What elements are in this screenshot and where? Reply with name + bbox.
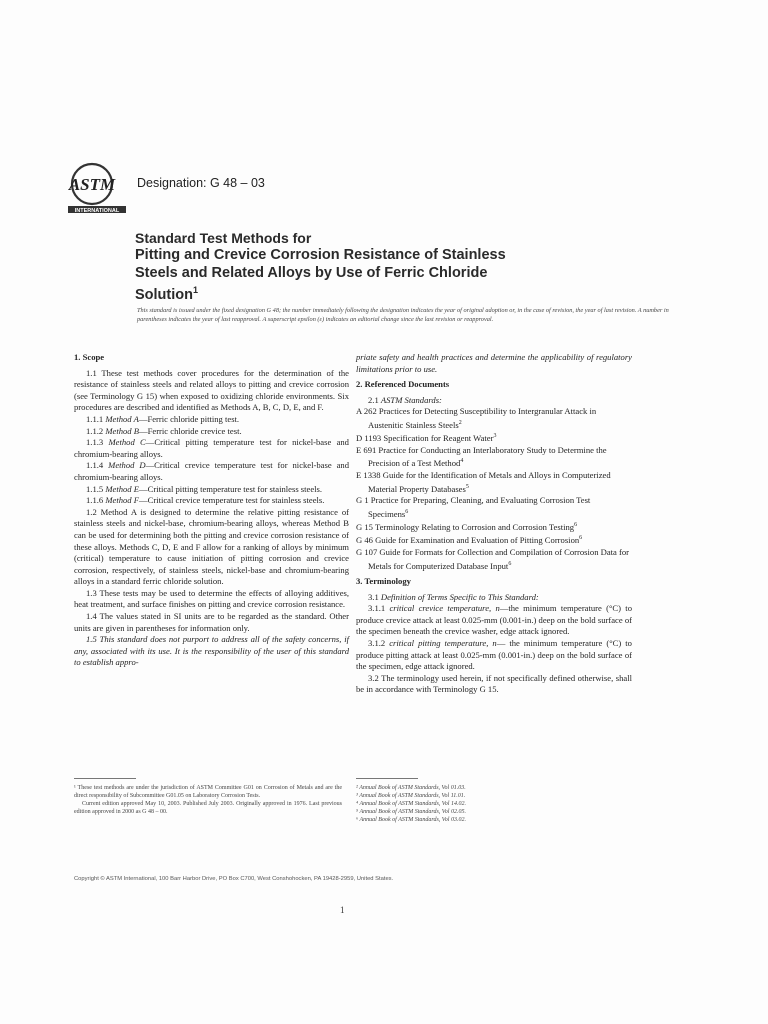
left-column	[74, 352, 349, 669]
method-d: 1.1.4 Method D—Critical crevice temperature test for nickel-base and chromium-bearing alloys.	[74, 460, 350, 482]
footnote-rule-right	[356, 778, 418, 779]
reference-item: G 107 Guide for Formats for Collection and Compilation of Corrosion Data for Metals for Computerized Database Input$^6$	[356, 546, 630, 571]
reference-item: G 1 Practice for Preparing, Cleaning, and Evaluating Corrosion Test Specimens$^6$	[356, 494, 591, 519]
safety-continuation: priate safety and health practices and determine the applicability of regulatory limitations prior to use.	[356, 352, 632, 374]
footnote-item: ⁴ Annual Book of ASTM Standards, Vol 14.02.	[356, 801, 466, 807]
footnote-edition: Current edition approved May 10, 2003. Published July 2003. Originally approved in 1976. Last previous edition approved in 2000 as G 48 – 00.	[74, 801, 342, 815]
footnote-1: ¹ These test methods are under the jurisdiction of ASTM Committee G01 on Corrosion of Metals and are the direct responsibility of Subcommittee G01.05 on Laboratory Corrosion Tests.	[74, 785, 342, 799]
reference-list	[356, 406, 632, 572]
title-line-4: Solution$^1$	[135, 285, 199, 303]
terminology-3-2: 3.2 The terminology used herein, if not specifically defined otherwise, shall be in accordance with Terminology G 15.	[356, 672, 632, 695]
method-c: 1.1.3 Method C—Critical pitting temperature test for nickel-base and chromium-bearing alloys.	[74, 437, 349, 459]
para-1-3: 1.3 These tests may be used to determine the effects of alloying additives, heat treatment, and surface finishes on pitting and crevice corrosion resistance.	[74, 587, 349, 610]
reference-item: G 15 Terminology Relating to Corrosion and Corrosion Testing$^6$	[356, 521, 578, 532]
para-1-5: 1.5 This standard does not purport to address all of the safety concerns, if any, associated with its use. It is the responsibility of the user of this standard to establish appro-	[74, 634, 349, 668]
reference-item: E 1338 Guide for the Identification of Metals and Alloys in Computerized Material Property Databases$^5$	[356, 469, 611, 494]
document-title	[135, 230, 555, 304]
reference-item: D 1193 Specification for Reagent Water$^3$	[356, 433, 497, 444]
page-number: 1	[340, 905, 345, 915]
footnote-rule-left	[74, 778, 136, 779]
footnote-item: ² Annual Book of ASTM Standards, Vol 01.03.	[356, 785, 466, 791]
para-1-4: 1.4 The values stated in SI units are to be regarded as the standard. Other units are given in parentheses for information only.	[74, 611, 349, 633]
footnote-item: ⁵ Annual Book of ASTM Standards, Vol 02.05.	[356, 809, 466, 815]
title-line-1: Standard Test Methods for	[135, 230, 312, 246]
reference-item: G 46 Guide for Examination and Evaluation of Pitting Corrosion$^6$	[356, 535, 583, 546]
terminology-heading: 3. Terminology	[356, 575, 411, 586]
footnotes-left	[74, 784, 342, 816]
para-1-1: 1.1 These test methods cover procedures for the determination of the resistance of stainless steels and related alloys to pitting and crevice corrosion (see Terminology G 15) when exposed to oxidizing chloride environments. Six procedures are described and identified as Methods A, B, C, D, E, and F.	[74, 367, 349, 413]
designation-notice: This standard is issued under the fixed designation G 48; the number immediately following the designation indicates the year of original adoption or, in the case of revision, the year of last revision. A number in parentheses indicates the year of last reapproval. A superscript epsilon (ε) indicates an editorial change since the last revision or reapproval.	[137, 307, 669, 323]
astm-logo	[64, 160, 130, 218]
method-e: 1.1.5 Method E—Critical pitting temperature test for stainless steels.	[86, 483, 323, 494]
referenced-documents-heading: 2. Referenced Documents	[356, 379, 450, 390]
footnote-item: ³ Annual Book of ASTM Standards, Vol 11.01.	[356, 793, 466, 799]
method-f: 1.1.6 Method F—Critical crevice temperature test for stainless steels.	[86, 495, 325, 506]
right-column	[356, 352, 632, 696]
terminology-3-1: 3.1 Definition of Terms Specific to This Standard:	[368, 591, 539, 602]
reference-item: A 262 Practices for Detecting Susceptibility to Intergranular Attack in Austenitic Stainless Steels$^2$	[356, 406, 597, 430]
method-b: 1.1.2 Method B—Ferric chloride crevice test.	[86, 425, 242, 436]
svg-text:ASTM: ASTM	[68, 175, 116, 194]
scope-heading: 1. Scope	[74, 352, 105, 362]
copyright-line: Copyright © ASTM International, 100 Barr Harbor Drive, PO Box C700, West Conshohocken, PA 19428-2959, United States.	[74, 876, 394, 882]
title-line-2: Pitting and Crevice Corrosion Resistance of Stainless	[135, 247, 506, 263]
terminology-3-1-2: 3.1.2 critical pitting temperature, n— the minimum temperature (°C) to produce pitting attack at least 0.025-mm (0.001-in.) deep on the bold surface of the specimen, edge attack ignored.	[356, 637, 632, 672]
terminology-3-1-1: 3.1.1 critical crevice temperature, n—the minimum temperature (°C) to produce crevice attack at least 0.025-mm (0.001-in.) deep on the bold surface of the specimen beneath the crevice washer, edge attack ignored.	[356, 603, 632, 637]
svg-text:INTERNATIONAL: INTERNATIONAL	[74, 208, 120, 214]
footnote-item: ⁶ Annual Book of ASTM Standards, Vol 03.02.	[356, 817, 466, 823]
astm-standards-heading: 2.1 ASTM Standards:	[368, 394, 442, 405]
title-line-3: Steels and Related Alloys by Use of Ferric Chloride	[135, 264, 488, 281]
reference-item: E 691 Practice for Conducting an Interlaboratory Study to Determine the Precision of a Test Method$^4$	[356, 444, 607, 469]
footnotes-right	[356, 784, 616, 824]
method-a: 1.1.1 Method A—Ferric chloride pitting test.	[86, 413, 240, 424]
designation: Designation: G 48 – 03	[137, 176, 265, 190]
para-1-2: 1.2 Method A is designed to determine the relative pitting resistance of stainless steels and nickel-base, chromium-bearing alloys, whereas Method B can be used for determining both the pitting and crevice corrosion resistance of these alloys. Methods C, D, E and F allow for a ranking of alloys by minimum (critical) temperature to cause initiation of pitting corrosion and crevice corrosion, respectively, of stainless steels, nickel-base and chromium-bearing alloys in a standard ferric chloride solution.	[74, 506, 349, 587]
